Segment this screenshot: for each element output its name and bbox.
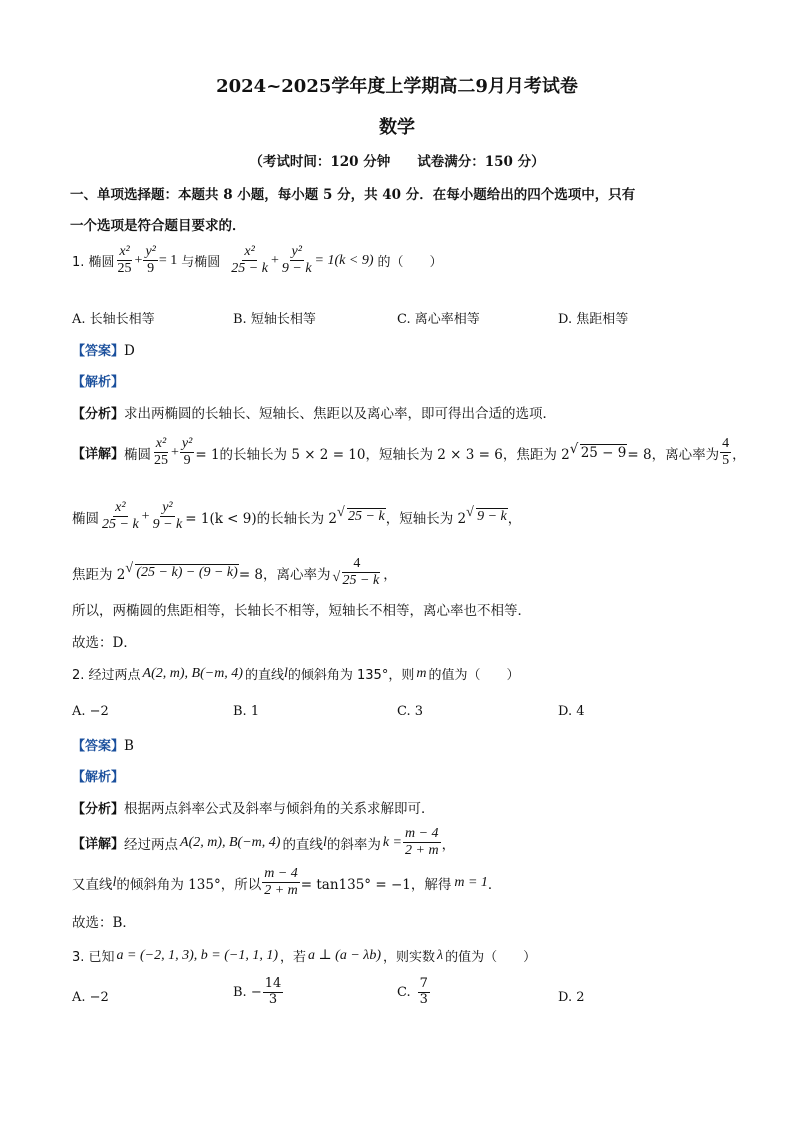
q1-answer: D (124, 343, 135, 359)
q2-option-c: C. 3 (397, 704, 424, 719)
q2-stem-d: 的值为（ ） (428, 668, 520, 683)
q1-d3-sqrt-text: (25 − k) − (9 − k) (136, 565, 238, 581)
subject-title: 数学 (379, 117, 415, 138)
q1-stem (72, 244, 443, 277)
q1-d1-a: 椭圆 (124, 446, 152, 463)
q2-detail-line3: 故选：B． (72, 915, 136, 931)
q3-stem (72, 946, 536, 965)
q1-answer-tag: 【答案】 (72, 344, 125, 359)
q2-fenxi-tag: 【分析】 (72, 802, 125, 817)
q2-d2-l: l (112, 874, 117, 890)
q1-d1-b: = 1的长轴长为 5 × 2 = 10，短轴长为 2 × 3 = 6，焦距为 2 (195, 446, 570, 463)
q1-mid: 与椭圆 (181, 255, 221, 271)
q1-frac2 (143, 244, 157, 277)
q1-d2-b: = 1(k < 9)的长轴长为 2 (185, 510, 338, 527)
sqrt-sign-icon: √ (125, 561, 134, 577)
q1-d3-a: 焦距为 2 (72, 566, 126, 583)
q3-stem-b: ，若 (279, 950, 306, 965)
q3-option-c-num: 7 (419, 976, 428, 991)
q2-d2-c: = tan135° = −1，解得 (300, 876, 452, 893)
q2-stem-l: l (283, 665, 288, 681)
q2-xiangjie-tag: 【详解】 (72, 837, 125, 853)
q3-option-b (233, 977, 284, 1008)
q1-d1-frac2-num: y² (180, 436, 194, 453)
q1-d3-frac-num: 4 (351, 556, 362, 573)
q1-plus1: + (134, 252, 143, 268)
q3-option-b-frac (263, 977, 284, 1008)
q1-d2-sqrt1-text: 25 − k (348, 509, 385, 525)
q2-detail-line2 (72, 866, 501, 899)
q1-d1-frac2-den: 9 (183, 453, 191, 469)
q1-plus2: + (270, 252, 279, 268)
q1-frac3-den: 25 − k (231, 261, 268, 277)
q1-d2-frac1-num: x² (113, 500, 127, 517)
q1-d3-b: = 8，离心率为 (238, 566, 331, 583)
q3-stem-a: 3. 已知 (72, 950, 115, 965)
q1-detail-line3 (72, 556, 397, 589)
q2-stem-points: A(2, m), B(−m, 4) (142, 665, 243, 681)
q3-option-b-prefix: B. − (233, 984, 262, 1000)
q2-d2-b: 的倾斜角为 135°，所以 (116, 876, 262, 893)
q3-option-d: D. 2 (558, 990, 585, 1005)
q1-detail-line2 (72, 500, 521, 533)
q1-tail: 的（ ） (377, 255, 443, 271)
q1-d1-sqrt (569, 441, 628, 462)
q1-d3-c: ， (383, 566, 397, 583)
q2-answer-line (72, 735, 134, 754)
section-heading-line2: 一个选项是符合题目要求的． (70, 218, 246, 234)
q1-number: 1. 椭圆 (72, 255, 115, 271)
q1-d1-sqrt-text: 25 − 9 (580, 445, 627, 462)
q3-option-c-frac (418, 977, 430, 1008)
q1-xiangjie-tag: 【详解】 (72, 447, 125, 463)
q1-detail-line4: 所以，两椭圆的焦距相等，长轴长不相等，短轴长不相等，离心率也不相等． (72, 603, 531, 619)
q1-d2-frac1-den: 25 − k (102, 517, 139, 533)
q1-d3-frac (332, 556, 383, 589)
q1-eq1: = 1 (158, 252, 178, 268)
q1-d3-sqrt (125, 561, 238, 581)
q3-stem-c: ，则实数 (383, 950, 436, 965)
q1-d2-a: 椭圆 (72, 510, 99, 527)
q1-d2-frac1 (100, 500, 141, 533)
q2-d2-d: ． (487, 876, 502, 893)
q1-d1-frac1 (152, 436, 170, 469)
q1-option-c: C. 离心率相等 (397, 312, 480, 327)
q1-detail-line5: 故选：D． (72, 635, 137, 651)
q1-analysis-tag: 【解析】 (72, 375, 125, 390)
q1-d3-frac-den-text: 25 − k (342, 573, 380, 589)
q1-d2-frac2-num: y² (160, 500, 174, 517)
q2-d1-frac-den: 2 + m (405, 843, 439, 859)
q1-frac4-den: 9 − k (281, 261, 312, 277)
q3-stem-lambda: λ (437, 947, 444, 963)
q2-stem-m: m (416, 665, 427, 681)
q2-d1-frac (403, 826, 441, 859)
exam-info: （考试时间：120 分钟 试卷满分：150 分） (249, 154, 545, 170)
q3-option-b-den: 3 (268, 991, 278, 1007)
q2-d2-frac-den: 2 + m (264, 883, 298, 899)
q2-stem-c: 的倾斜角为 135°，则 (287, 668, 415, 683)
q2-d2-m: m = 1 (454, 874, 488, 890)
q2-stem-a: 2. 经过两点 (72, 668, 141, 683)
q2-stem-b: 的直线 (244, 668, 284, 683)
q1-d2-d: ， (507, 510, 522, 527)
q1-d1-frac3-den: 5 (722, 453, 730, 469)
q1-d1-d: ， (732, 446, 746, 463)
sqrt-sign-icon: √ (332, 570, 341, 586)
q1-frac2-num: y² (143, 244, 157, 261)
q1-d1-c: = 8，离心率为 (627, 446, 720, 463)
q2-fenxi: 根据两点斜率公式及斜率与倾斜角的关系求解即可． (124, 801, 435, 817)
q3-stem-d: 的值为（ ） (445, 950, 537, 965)
q1-option-a: A. 长轴长相等 (72, 312, 155, 327)
sqrt-sign-icon: √ (337, 505, 345, 521)
q3-option-c-den: 3 (419, 991, 428, 1007)
q2-answer: B (124, 738, 134, 754)
q2-d2-a: 又直线 (72, 876, 113, 893)
q3-option-c (397, 977, 431, 1008)
q1-fenxi-line (72, 402, 556, 422)
q2-d1-c: 的斜率为 (326, 836, 381, 853)
q1-frac1 (116, 244, 134, 277)
q2-detail-line1 (72, 826, 455, 859)
q2-d1-b: 的直线 (282, 836, 323, 853)
q1-d1-frac1-den: 25 (154, 453, 169, 469)
q2-option-d: D. 4 (558, 704, 585, 719)
q1-frac3 (229, 244, 270, 277)
q1-d2-sqrt2 (466, 505, 508, 525)
q1-frac3-num: x² (242, 244, 256, 261)
q1-d1-frac3-num: 4 (720, 436, 731, 453)
q1-d2-plus: + (141, 508, 150, 524)
q1-option-d: D. 焦距相等 (558, 312, 629, 327)
q1-eq2: = 1(k < 9) (314, 252, 374, 268)
q1-frac2-den: 9 (147, 261, 155, 277)
q1-d2-sqrt2-text: 9 − k (477, 509, 507, 525)
q1-frac1-den: 25 (117, 261, 132, 277)
q1-d1-frac2 (180, 436, 194, 469)
section-heading-line1: 一、单项选择题：本题共 8 小题，每小题 5 分，共 40 分．在每小题给出的四个选项中，只有 (70, 187, 636, 203)
q3-stem-perp: a ⊥ (a − λb) (308, 948, 382, 963)
q2-d1-frac-num: m − 4 (403, 826, 441, 843)
q2-d2-frac (262, 866, 300, 899)
q2-d1-k: k = (382, 834, 402, 850)
q2-fenxi-line (72, 797, 435, 817)
q1-d2-frac2 (151, 500, 185, 533)
q1-d1-frac1-num: x² (154, 436, 168, 453)
q1-d2-c: ，短轴长为 2 (385, 510, 467, 527)
q2-option-a: A. −2 (72, 704, 109, 719)
q1-d2-frac2-den: 9 − k (152, 517, 183, 533)
q1-option-b: B. 短轴长相等 (233, 312, 316, 327)
exam-title: 2024~2025学年度上学期高二9月月考试卷 (216, 76, 578, 97)
q3-option-b-num: 14 (264, 976, 282, 991)
q3-stem-vectors: a = (−2, 1, 3), b = (−1, 1, 1) (116, 947, 278, 963)
q1-d3-frac-den (332, 570, 383, 589)
q2-d1-points: A(2, m), B(−m, 4) (180, 834, 281, 850)
q1-d2-sqrt1 (337, 505, 386, 525)
q2-d1-a: 经过两点 (124, 836, 179, 853)
q2-stem (72, 664, 519, 683)
q2-option-b: B. 1 (233, 704, 260, 719)
q1-fenxi: 求出两椭圆的长轴长、短轴长、焦距以及离心率，即可得出合适的选项． (124, 406, 557, 422)
q2-analysis-tag: 【解析】 (72, 770, 125, 785)
q2-d1-l: l (322, 834, 327, 850)
q1-frac4 (280, 244, 314, 277)
q1-detail-line1 (72, 436, 746, 469)
q3-option-c-prefix: C. (397, 984, 411, 1000)
sqrt-sign-icon: √ (466, 505, 474, 521)
q1-frac4-num: y² (290, 244, 304, 261)
q2-answer-tag: 【答案】 (72, 739, 125, 754)
q1-d1-plus: + (171, 444, 179, 460)
q3-option-a: A. −2 (72, 990, 109, 1005)
q1-fenxi-tag: 【分析】 (72, 407, 125, 422)
q1-d1-frac3 (720, 436, 731, 469)
q2-d2-frac-num: m − 4 (262, 866, 300, 883)
q1-frac1-num: x² (117, 244, 131, 261)
q2-d1-d: ， (441, 836, 456, 853)
sqrt-sign-icon: √ (569, 441, 579, 458)
q1-answer-line (72, 340, 135, 359)
